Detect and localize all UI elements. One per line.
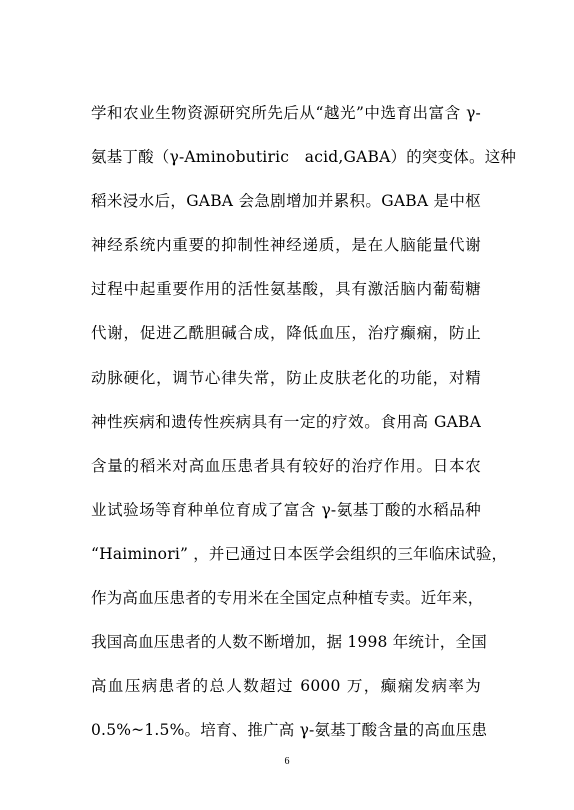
text-line: 氨基丁酸（γ-Aminobutiric acid,GABA）的突变体。这种 xyxy=(91,148,517,167)
text-line: 稻米浸水后，GABA 会急剧增加并累积。GABA 是中枢 xyxy=(91,192,481,211)
text-line: 神经系统内重要的抑制性神经递质，是在人脑能量代谢 xyxy=(91,236,481,255)
text-line: “Haiminori” ，并已通过日本医学会组织的三年临床试验， xyxy=(91,544,508,563)
text-line: 作为高血压患者的专用米在全国定点种植专卖。近年来， xyxy=(91,589,484,608)
body-text xyxy=(91,99,517,760)
text-line: 过程中起重要作用的活性氨基酸，具有激活脑内葡萄糖 xyxy=(91,280,481,299)
page-number: 6 xyxy=(284,756,290,767)
text-line: 代谢，促进乙酰胆碱合成，降低血压，治疗癫痫，防止 xyxy=(91,324,481,343)
text-line: 业试验场等育种单位育成了富含 γ-氨基丁酸的水稻品种 xyxy=(91,500,481,519)
text-line: 我国高血压患者的人数不断增加，据 1998 年统计，全国 xyxy=(91,633,487,652)
text-line: 高血压病患者的总人数超过 6000 万，癫痫发病率为 xyxy=(91,677,481,696)
text-line: 0.5%~1.5%。培育、推广高 γ-氨基丁酸含量的高血压患 xyxy=(91,721,488,740)
text-line: 神性疾病和遗传性疾病具有一定的疗效。食用高 GABA xyxy=(91,412,481,431)
text-line: 含量的稻米对高血压患者具有较好的治疗作用。日本农 xyxy=(91,456,481,475)
text-line: 学和农业生物资源研究所先后从“越光”中选育出富含 γ- xyxy=(91,104,481,122)
text-line: 动脉硬化，调节心律失常，防止皮肤老化的功能，对精 xyxy=(91,368,481,387)
